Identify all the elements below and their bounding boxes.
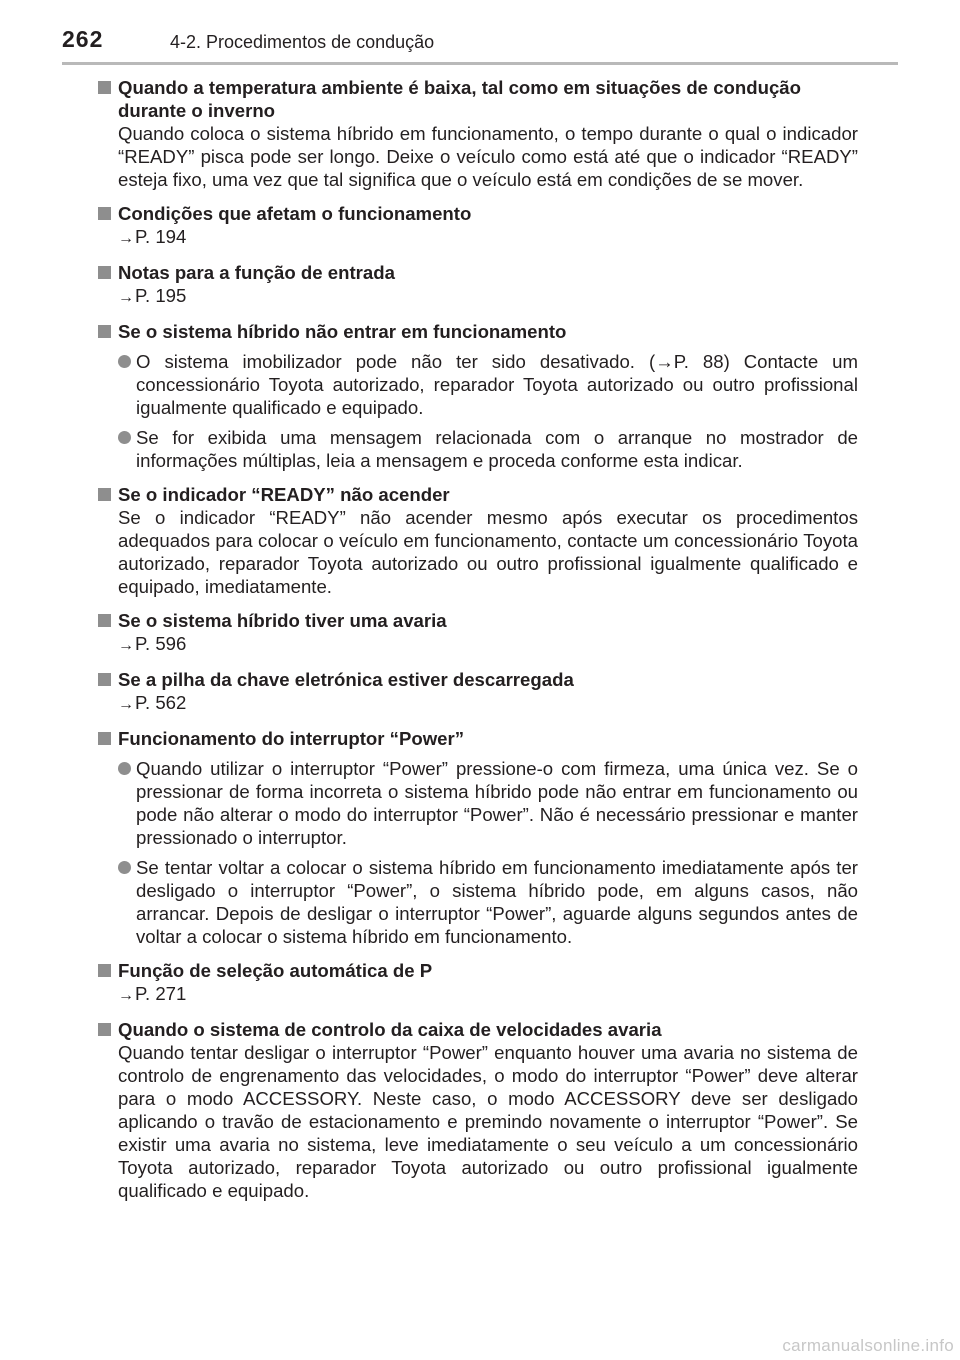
list-item: Se for exibida uma mensagem relacionada com o arranque no mostrador de informações múltiplas, leia a mensagem e proceda conforme esta indicar. (98, 426, 858, 472)
entry-transmission-control-fault (98, 1018, 858, 1202)
entry-heading: Se o sistema híbrido tiver uma avaria (98, 609, 858, 632)
list-item: Se tentar voltar a colocar o sistema híbrido em funcionamento imediatamente após ter desligado o interruptor “Power”, o sistema híbrido pode, em alguns casos, não arrancar. Depois de desligar o interruptor “Power”, aguarde alguns segundos antes de voltar a colocar o sistema híbrido em funcionamento. (98, 856, 858, 948)
entry-heading: Se o indicador “READY” não acender (98, 483, 858, 506)
page-reference: →P. 271 (118, 983, 187, 1004)
arrow-right-icon: → (118, 637, 134, 654)
page-reference: →P. 596 (118, 633, 187, 654)
square-bullet-icon (98, 732, 111, 745)
entry-heading: Se o sistema híbrido não entrar em funcionamento (98, 320, 858, 343)
arrow-right-icon: → (118, 696, 134, 713)
square-bullet-icon (98, 266, 111, 279)
entry-paragraph: Quando tentar desligar o interruptor “Power” enquanto houver uma avaria no sistema de controlo de engrenamento das velocidades, o modo do interruptor “Power” deve alterar para o modo ACCESSORY. Neste caso, o modo ACCESSORY deve ser desligado aplicando o travão de estacionamento e premindo novamente o interruptor “Power”. Se existir uma avaria no sistema, leve imediatamente o seu veículo a um concessionário Toyota autorizado, reparador Toyota autorizado ou outro profissional igualmente qualificado e equipado. (118, 1042, 858, 1201)
list-item: Quando utilizar o interruptor “Power” pressione-o com firmeza, uma única vez. Se o pressionar de forma incorreta o sistema híbrido pode não entrar em funcionamento ou pode não alterar o modo do interruptor “Power”. Não é necessário pressionar e manter pressionado o interruptor. (98, 757, 858, 849)
circle-bullet-icon (118, 762, 131, 775)
page-reference: →P. 195 (118, 285, 187, 306)
arrow-right-icon: → (118, 230, 134, 247)
entry-heading: Quando a temperatura ambiente é baixa, tal como em situações de condução durante o inverno (98, 76, 858, 122)
circle-bullet-icon (118, 861, 131, 874)
entry-heading: Funcionamento do interruptor “Power” (98, 727, 858, 750)
arrow-right-icon: → (118, 289, 134, 306)
square-bullet-icon (98, 673, 111, 686)
entry-key-battery (98, 668, 858, 716)
square-bullet-icon (98, 614, 111, 627)
square-bullet-icon (98, 207, 111, 220)
arrow-right-icon: → (118, 987, 134, 1004)
entry-hybrid-malfunction (98, 609, 858, 657)
entry-entry-function (98, 261, 858, 309)
entry-heading: Condições que afetam o funcionamento (98, 202, 858, 225)
site-watermark: carmanualsonline.info (782, 1336, 954, 1355)
square-bullet-icon (98, 325, 111, 338)
entry-heading: Quando o sistema de controlo da caixa de velocidades avaria (98, 1018, 858, 1041)
section-title: 4-2. Procedimentos de condução (170, 32, 435, 52)
entry-heading: Notas para a função de entrada (98, 261, 858, 284)
entry-paragraph: Quando coloca o sistema híbrido em funcionamento, o tempo durante o qual o indicador “READY” pisca pode ser longo. Deixe o veículo como está até que o indicador “READY” esteja fixo, uma vez que tal significa que o veículo está em condições de se mover. (118, 123, 858, 190)
entry-heading: Se a pilha da chave eletrónica estiver descarregada (98, 668, 858, 691)
entry-paragraph: Se o indicador “READY” não acender mesmo após executar os procedimentos adequados para colocar o veículo em funcionamento, contacte um concessionário Toyota autorizado, reparador Toyota autorizado ou outro profissional igualmente qualificado e equipado, imediatamente. (118, 507, 858, 597)
page-reference: →P. 562 (118, 692, 187, 713)
header-divider (62, 62, 898, 65)
circle-bullet-icon (118, 431, 131, 444)
square-bullet-icon (98, 488, 111, 501)
entry-power-switch (98, 727, 858, 948)
page-reference: →P. 194 (118, 226, 187, 247)
entry-low-temperature (98, 76, 858, 191)
circle-bullet-icon (118, 355, 131, 368)
square-bullet-icon (98, 81, 111, 94)
entry-hybrid-not-starting (98, 320, 858, 472)
list-item: O sistema imobilizador pode não ter sido desativado. (→P. 88) Contacte um concessionário Toyota autorizado, reparador Toyota autorizado ou outro profissional igualmente qualificado e equipado. (98, 350, 858, 419)
entry-auto-p-selection (98, 959, 858, 1007)
manual-content (98, 76, 858, 1213)
entry-ready-not-lit (98, 483, 858, 598)
page-number: 262 (62, 26, 104, 52)
entry-heading: Função de seleção automática de P (98, 959, 858, 982)
entry-operating-conditions (98, 202, 858, 250)
square-bullet-icon (98, 1023, 111, 1036)
square-bullet-icon (98, 964, 111, 977)
